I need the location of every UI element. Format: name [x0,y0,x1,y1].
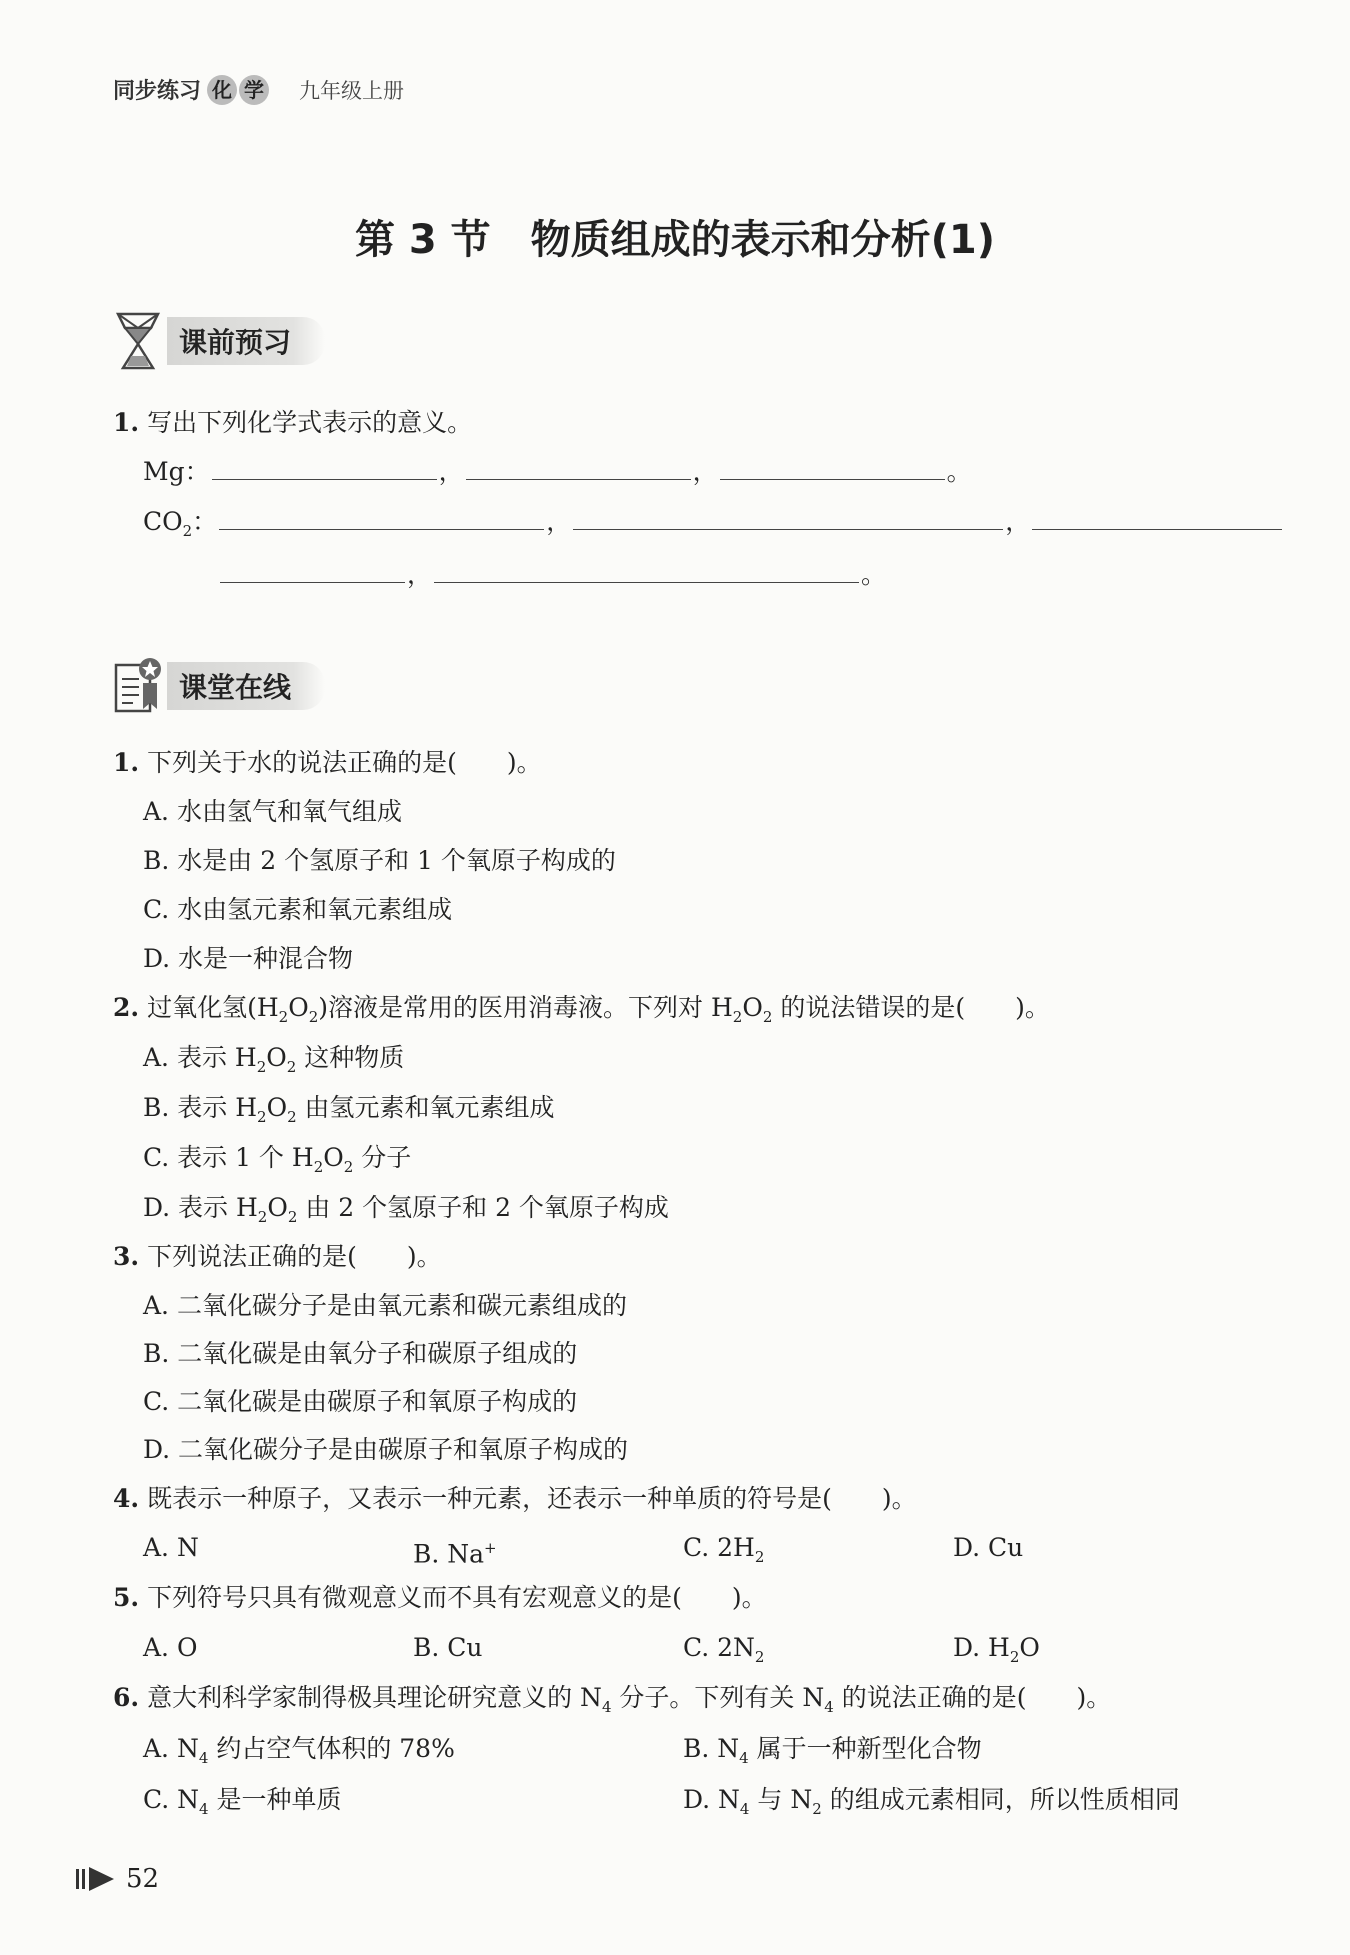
preview-q1-co2-row2: ， 。 [218,558,886,590]
classroom-q6-option-d: D. $N_4$ 与 $N_2$ 的组成元素相同，所以性质相同 [683,1785,1180,1818]
document-star-icon [113,655,163,717]
classroom-q1-stem: 1. 下列关于水的说法正确的是( )。 [113,748,542,777]
section-classroom [113,655,325,717]
classroom-q3-option-a: A. 二氧化碳分子是由氧元素和碳元素组成的 [143,1291,627,1320]
classroom-q1-option-a: A. 水由氢气和氧气组成 [143,797,402,826]
classroom-q6-stem: 6. 意大利科学家制得极具理论研究意义的 $N_4$ 分子。下列有关 $N_4$ 的说法正确的是( )。 [113,1683,1112,1716]
answer-blank[interactable] [219,505,544,530]
preview-q1-stem: 1. 写出下列化学式表示的意义。 [113,408,473,437]
subject-char-2: 学 [239,75,269,105]
classroom-q6-option-c: C. $N_4$ 是一种单质 [143,1785,342,1818]
classroom-q2-option-a: A. 表示 $H_2O_2$ 这种物质 [143,1043,405,1076]
answer-blank[interactable] [573,505,1003,530]
classroom-q2-option-b: B. 表示 $H_2O_2$ 由氢元素和氧元素组成 [143,1093,555,1126]
section-preview [113,310,325,372]
grade-label: 九年级上册 [299,78,405,103]
page-header [113,74,404,105]
classroom-q6-option-b: B. $N_4$ 属于一种新型化合物 [683,1734,982,1767]
answer-blank[interactable] [212,455,437,480]
classroom-q3-option-b: B. 二氧化碳是由氧分子和碳原子组成的 [143,1339,578,1368]
classroom-q5-stem: 5. 下列符号只具有微观意义而不具有宏观意义的是( )。 [113,1583,767,1612]
classroom-q2-option-c: C. 表示 1 个 $H_2O_2$ 分子 [143,1143,412,1176]
book-name: 同步练习 [113,79,202,104]
classroom-q1-option-c: C. 水由氢元素和氧元素组成 [143,895,453,924]
answer-blank[interactable] [434,558,859,583]
classroom-q4-option-c: C. $2H_2$ [683,1533,765,1566]
classroom-q5-option-c: C. $2N_2$ [683,1633,765,1666]
classroom-q4-option-a: A. N [143,1533,199,1562]
answer-blank[interactable] [466,455,691,480]
page-title: 第 3 节 物质组成的表示和分析(1) [354,217,996,263]
classroom-q3-option-c: C. 二氧化碳是由碳原子和氧原子构成的 [143,1387,578,1416]
classroom-q1-option-b: B. 水是由 2 个氢原子和 1 个氧原子构成的 [143,846,616,875]
page-arrow-icon [76,1865,116,1893]
classroom-q5-option-b: B. Cu [413,1633,483,1662]
classroom-q3-option-d: D. 二氧化碳分子是由碳原子和氧原子构成的 [143,1435,629,1464]
answer-blank[interactable] [1032,505,1282,530]
preview-q1-co2-row: $CO_2$： ， ， [143,505,1284,546]
section-classroom-label: 课堂在线 [167,662,325,710]
page-footer [76,1864,159,1894]
classroom-q3-stem: 3. 下列说法正确的是( )。 [113,1242,442,1271]
preview-q1-mg-row: Mg： ， ， 。 [143,457,972,486]
classroom-q2-stem: 2. 过氧化氢$(H_2O_2)$溶液是常用的医用消毒液。下列对 $H_2O_2$ 的说法错误的是( )。 [113,993,1050,1026]
section-preview-label: 课前预习 [167,317,325,365]
subject-badge [207,75,269,105]
diamond-hourglass-icon [113,310,163,372]
classroom-q6-option-a: A. $N_4$ 约占空气体积的 78% [143,1734,455,1767]
classroom-q5-option-d: D. $H_2O$ [953,1633,1040,1666]
classroom-q4-option-d: D. Cu [953,1533,1024,1562]
classroom-q1-option-d: D. 水是一种混合物 [143,944,354,973]
page-number: 52 [126,1864,160,1894]
subject-char-1: 化 [207,75,237,105]
classroom-q4-stem: 4. 既表示一种原子，又表示一种元素，还表示一种单质的符号是( )。 [113,1484,917,1513]
classroom-q5-option-a: A. O [143,1633,198,1662]
answer-blank[interactable] [220,558,405,583]
answer-blank[interactable] [720,455,945,480]
classroom-q4-option-b: B. Na+ [413,1539,497,1569]
classroom-q2-option-d: D. 表示 $H_2O_2$ 由 2 个氢原子和 2 个氧原子构成 [143,1193,669,1226]
